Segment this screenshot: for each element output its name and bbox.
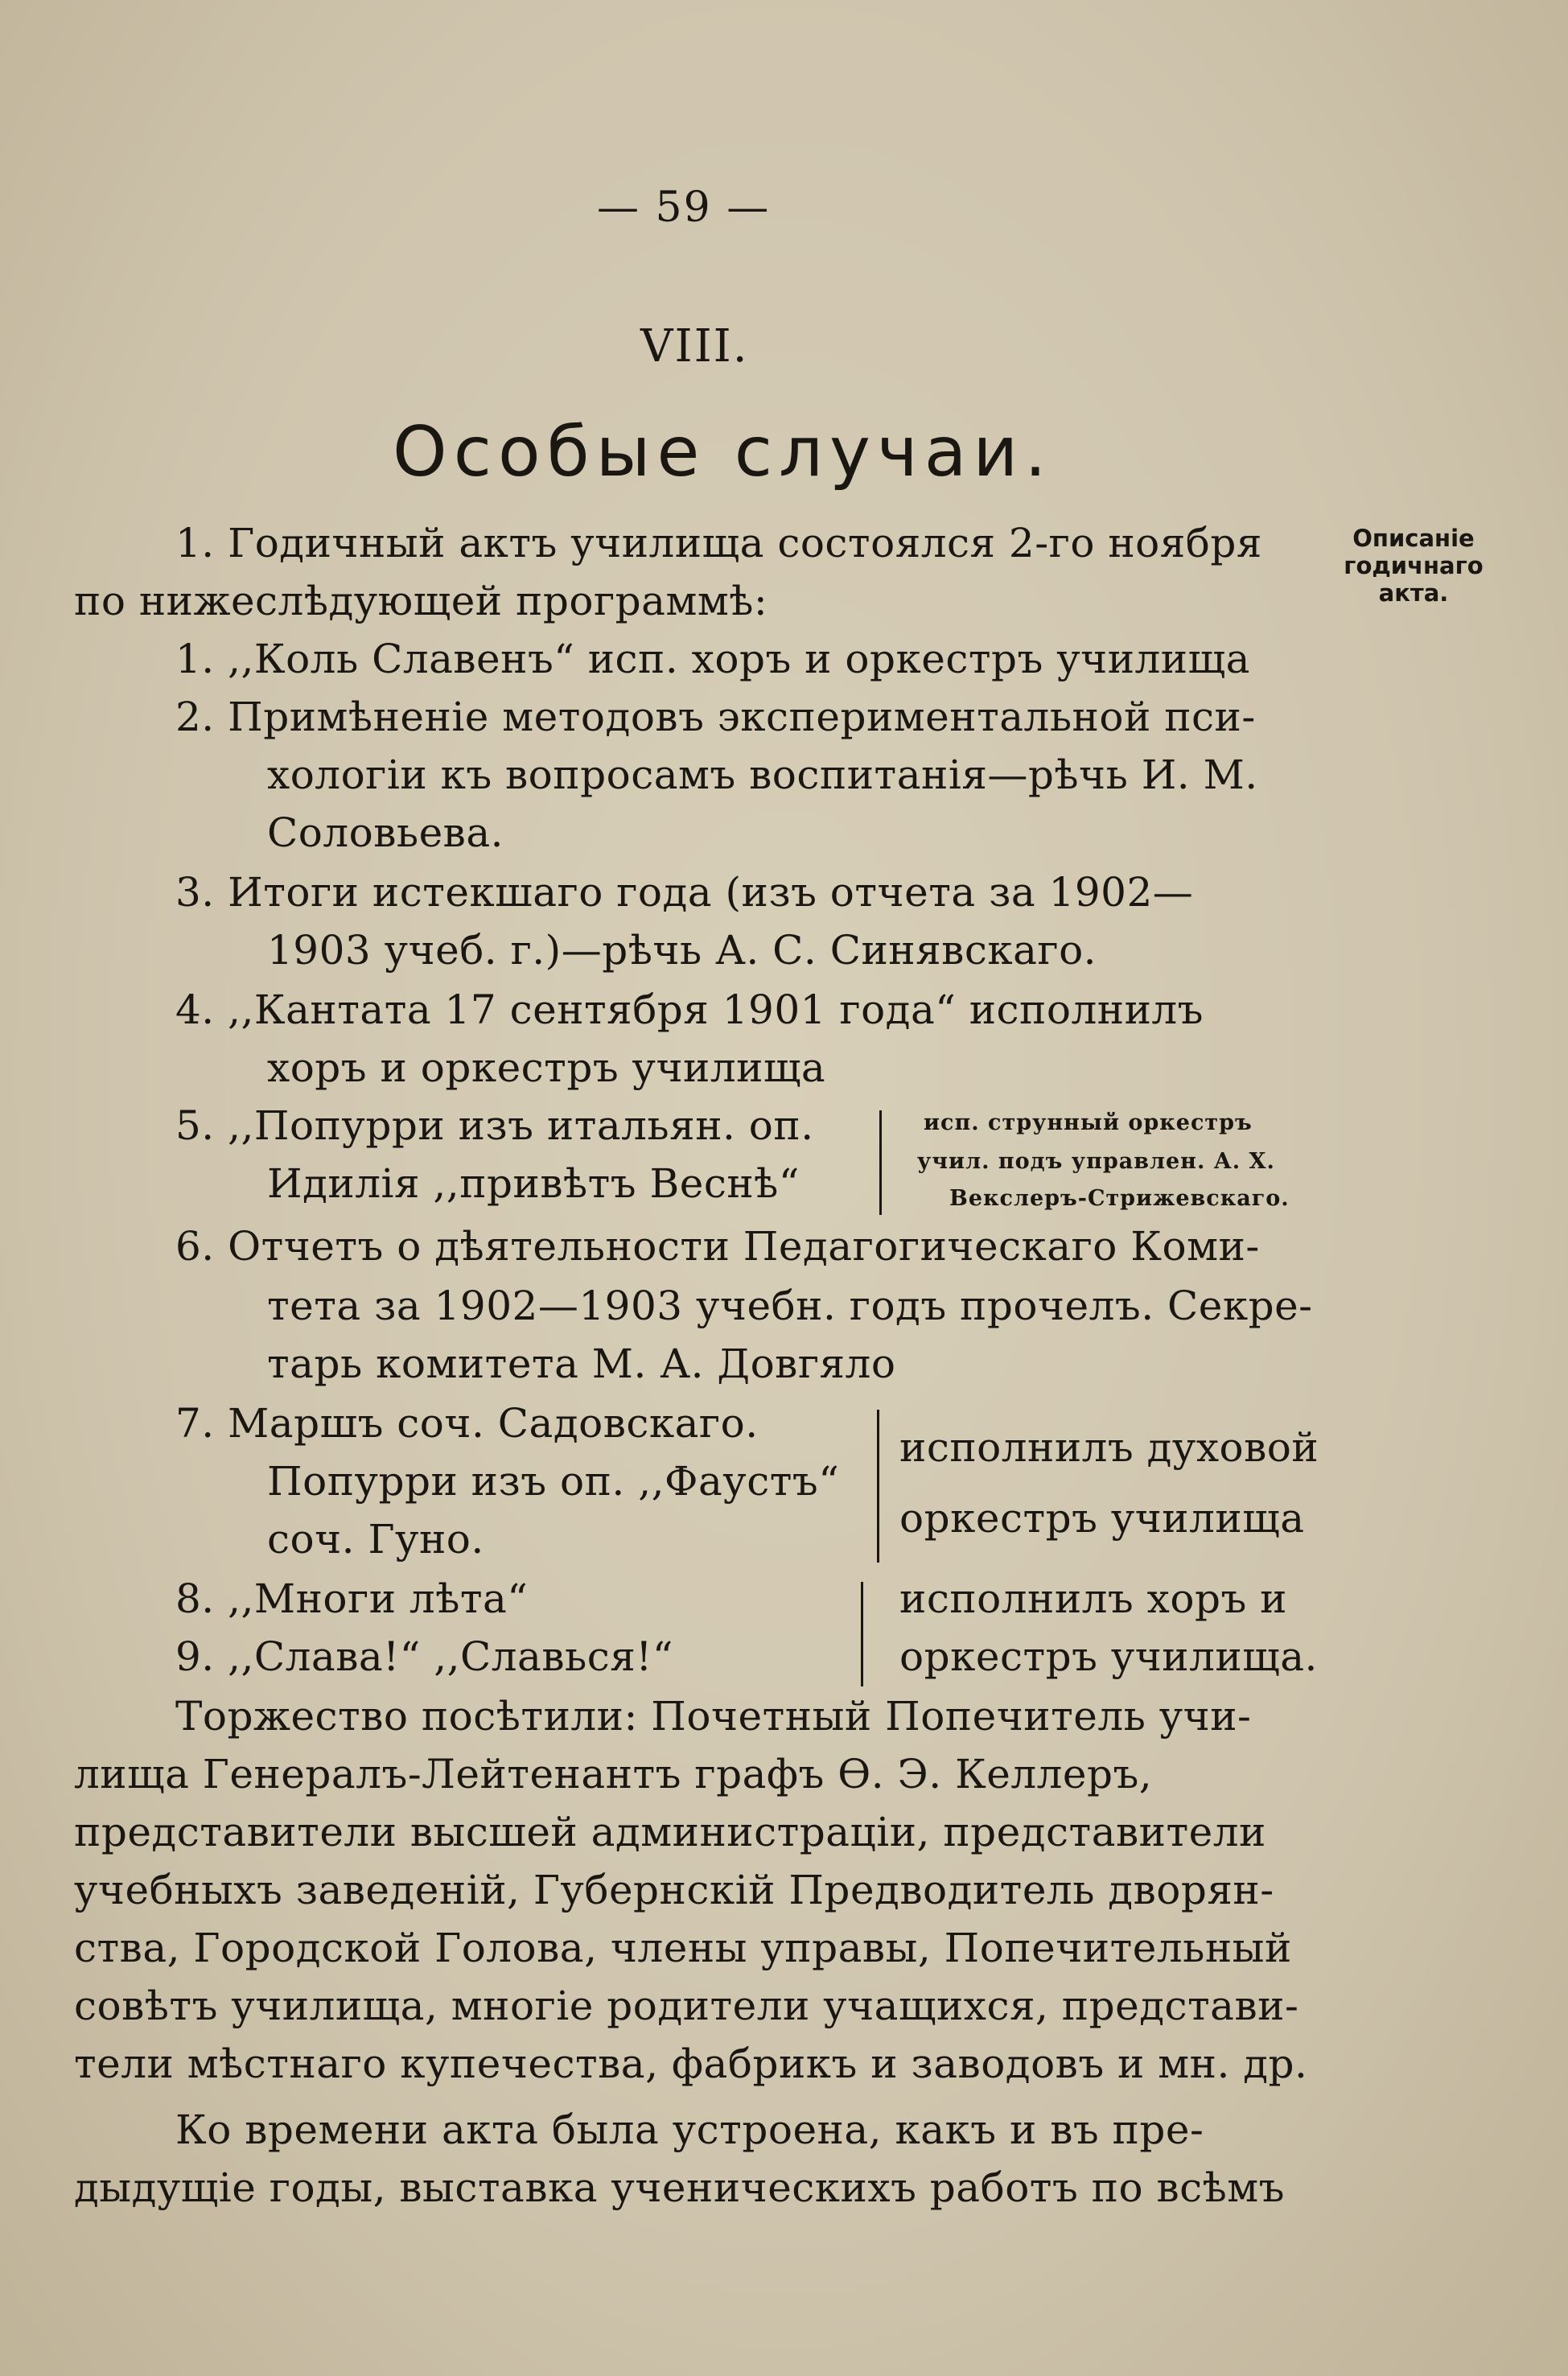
program-item-3-cont: 1903 учеб. г.)—рѣчь А. С. Синявскаго. xyxy=(267,927,1097,974)
program-item-3: 3. Итоги истекшаго года (изъ отчета за 1902— xyxy=(175,869,1194,916)
program-item-6-cont: тарь комитета М. А. Довгяло xyxy=(267,1340,896,1387)
program-item-6-cont: тета за 1902—1903 учебн. годъ прочелъ. Секре- xyxy=(267,1283,1313,1329)
paragraph-1-line: учебныхъ заведеній, Губернскій Предводитель дворян- xyxy=(74,1867,1274,1913)
program-item-4: 4. ,,Кантата 17 сентября 1901 года“ исполнилъ xyxy=(175,986,1204,1033)
item-5-note: исп. струнный оркестръ xyxy=(924,1110,1253,1135)
program-item-2: 2. Примѣненіе методовъ экспериментальной пси- xyxy=(175,694,1256,740)
paragraph-1-line: тели мѣстнаго купечества, фабрикъ и заводовъ и мн. др. xyxy=(74,2040,1308,2087)
item-5-note: учил. подъ управлен. А. Х. xyxy=(917,1149,1275,1174)
program-item-2-cont: Соловьева. xyxy=(267,809,504,856)
page-number: — 59 — xyxy=(597,183,771,232)
program-item-2-cont: хологіи къ вопросамъ воспитанія—рѣчь И. М. xyxy=(267,752,1258,798)
item-7-note: оркестръ училища xyxy=(899,1495,1305,1542)
program-item-7: 7. Маршъ соч. Садовскаго. xyxy=(175,1400,759,1447)
program-item-4-cont: хоръ и оркестръ училища xyxy=(267,1044,826,1091)
intro-line: 1. Годичный актъ училища состоялся 2-го ноября xyxy=(175,520,1262,566)
program-item-6: 6. Отчетъ о дѣятельности Педагогическаго Коми- xyxy=(175,1223,1260,1270)
program-item-1: 1. ,,Коль Славенъ“ исп. хоръ и оркестръ училища xyxy=(175,636,1250,682)
paragraph-1-line: Торжество посѣтили: Почетный Попечитель учи- xyxy=(175,1693,1252,1740)
item-8-9-note: оркестръ училища. xyxy=(899,1633,1318,1680)
program-item-8: 8. ,,Многи лѣта“ xyxy=(175,1575,529,1622)
section-title: Особые случаи. xyxy=(393,412,1053,492)
program-item-7-cont: соч. Гуно. xyxy=(267,1516,484,1563)
section-numeral: VIII. xyxy=(640,320,749,373)
brace-item-5 xyxy=(879,1110,882,1215)
paragraph-2-line: Ко времени акта была устроена, какъ и въ пре- xyxy=(175,2106,1204,2153)
paragraph-1-line: ства, Городской Голова, члены управы, Попечительный xyxy=(74,1925,1292,1971)
program-item-9: 9. ,,Слава!“ ,,Славься!“ xyxy=(175,1633,673,1680)
program-item-5-cont: Идилія ,,привѣтъ Веснѣ“ xyxy=(267,1160,800,1207)
item-7-note: исполнилъ духовой xyxy=(899,1424,1319,1471)
item-8-9-note: исполнилъ хоръ и xyxy=(899,1575,1287,1622)
paragraph-1-line: представители высшей администраціи, представители xyxy=(74,1809,1266,1855)
brace-item-8-9 xyxy=(861,1582,863,1686)
brace-item-7 xyxy=(877,1410,879,1563)
paragraph-2-line: дыдущіе годы, выставка ученическихъ работъ по всѣмъ xyxy=(74,2164,1285,2211)
paragraph-1-line: лища Генералъ-Лейтенантъ графъ Ѳ. Э. Келлеръ, xyxy=(74,1751,1153,1797)
item-5-note: Векслеръ-Стрижевскаго. xyxy=(949,1186,1290,1211)
intro-line: по нижеслѣдующей программѣ: xyxy=(74,578,768,624)
paragraph-1-line: совѣтъ училища, многіе родители учащихся, представи- xyxy=(74,1983,1299,2029)
program-item-5: 5. ,,Попурри изъ итальян. оп. xyxy=(175,1102,814,1149)
margin-note: Описаніе годичнаго акта. xyxy=(1344,525,1484,607)
program-item-7-cont: Попурри изъ оп. ,,Фаустъ“ xyxy=(267,1458,840,1505)
